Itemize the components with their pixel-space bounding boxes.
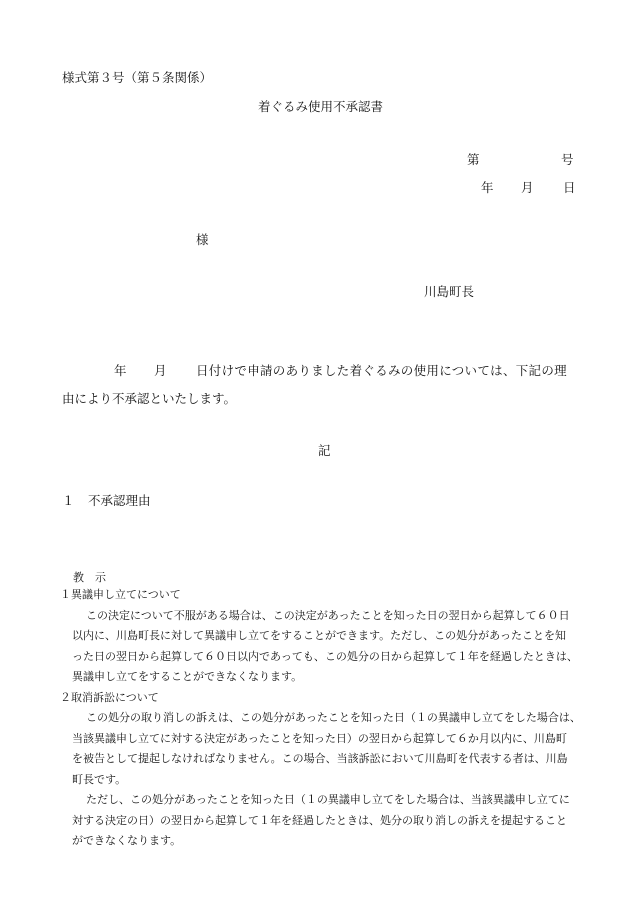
body-month: 月 (154, 363, 167, 378)
date-year: 年 (481, 180, 494, 195)
date-month: 月 (521, 180, 534, 195)
notice-line: 異議申し立てをすることができなくなります。 (72, 670, 303, 683)
notice-body (60, 585, 581, 852)
notice-heading: 教 示 (73, 571, 106, 584)
notice-line: 当該異議申し立てに対する決定があったことを知った日）の翌日から起算して６か月以内に、川島町 (72, 731, 567, 745)
form-label: 様式第３号（第５条関係） (62, 70, 213, 85)
notice-line: ができなくなります。 (72, 834, 182, 847)
notice-line: 町長です。 (72, 772, 127, 786)
notice-line: った日の翌日から起算して６０日以内であっても、この処分の日から起算して１年を経過したときは、 (72, 649, 578, 663)
notice-line: １異議申し立てについて (60, 588, 181, 601)
reason-number: １ (62, 493, 75, 508)
ki-marker: 記 (318, 443, 331, 458)
number-prefix: 第 (467, 152, 480, 167)
body-line-1: 日付けで申請のありました着ぐるみの使用については、下記の理 (196, 363, 567, 378)
number-suffix: 号 (561, 152, 574, 167)
notice-line: 対する決定の日）の翌日から起算して１年を経過したときは、処分の取り消しの訴えを提起すること (72, 813, 567, 827)
document-title: 着ぐるみ使用不承認書 (258, 99, 384, 114)
issuer: 川島町長 (424, 284, 475, 299)
notice-line: ２取消訴訟について (60, 690, 159, 704)
notice-line: ただし、この処分があったことを知った日（１の異議申し立てをした場合は、当該異議申し立てに (75, 793, 570, 806)
addressee-suffix: 様 (196, 232, 209, 247)
reason-label: 不承認理由 (88, 493, 151, 508)
notice-line: 以内に、川島町長に対して異議申し立てをすることができます。ただし、この処分があったことを知 (72, 629, 567, 642)
body-year: 年 (114, 363, 127, 378)
body-line-2: 由により不承認といたします。 (62, 391, 237, 406)
notice-line: を被告として提起しなければなりません。この場合、当該訴訟において川島町を代表する者は、川島 (72, 752, 568, 765)
notice-line: この処分の取り消しの訴えは、この処分があったことを知った日（１の異議申し立てをした場合は、 (75, 711, 581, 724)
date-day: 日 (563, 180, 576, 195)
notice-line: この決定について不服がある場合は、この決定があったことを知った日の翌日から起算して６０日 (75, 608, 570, 622)
